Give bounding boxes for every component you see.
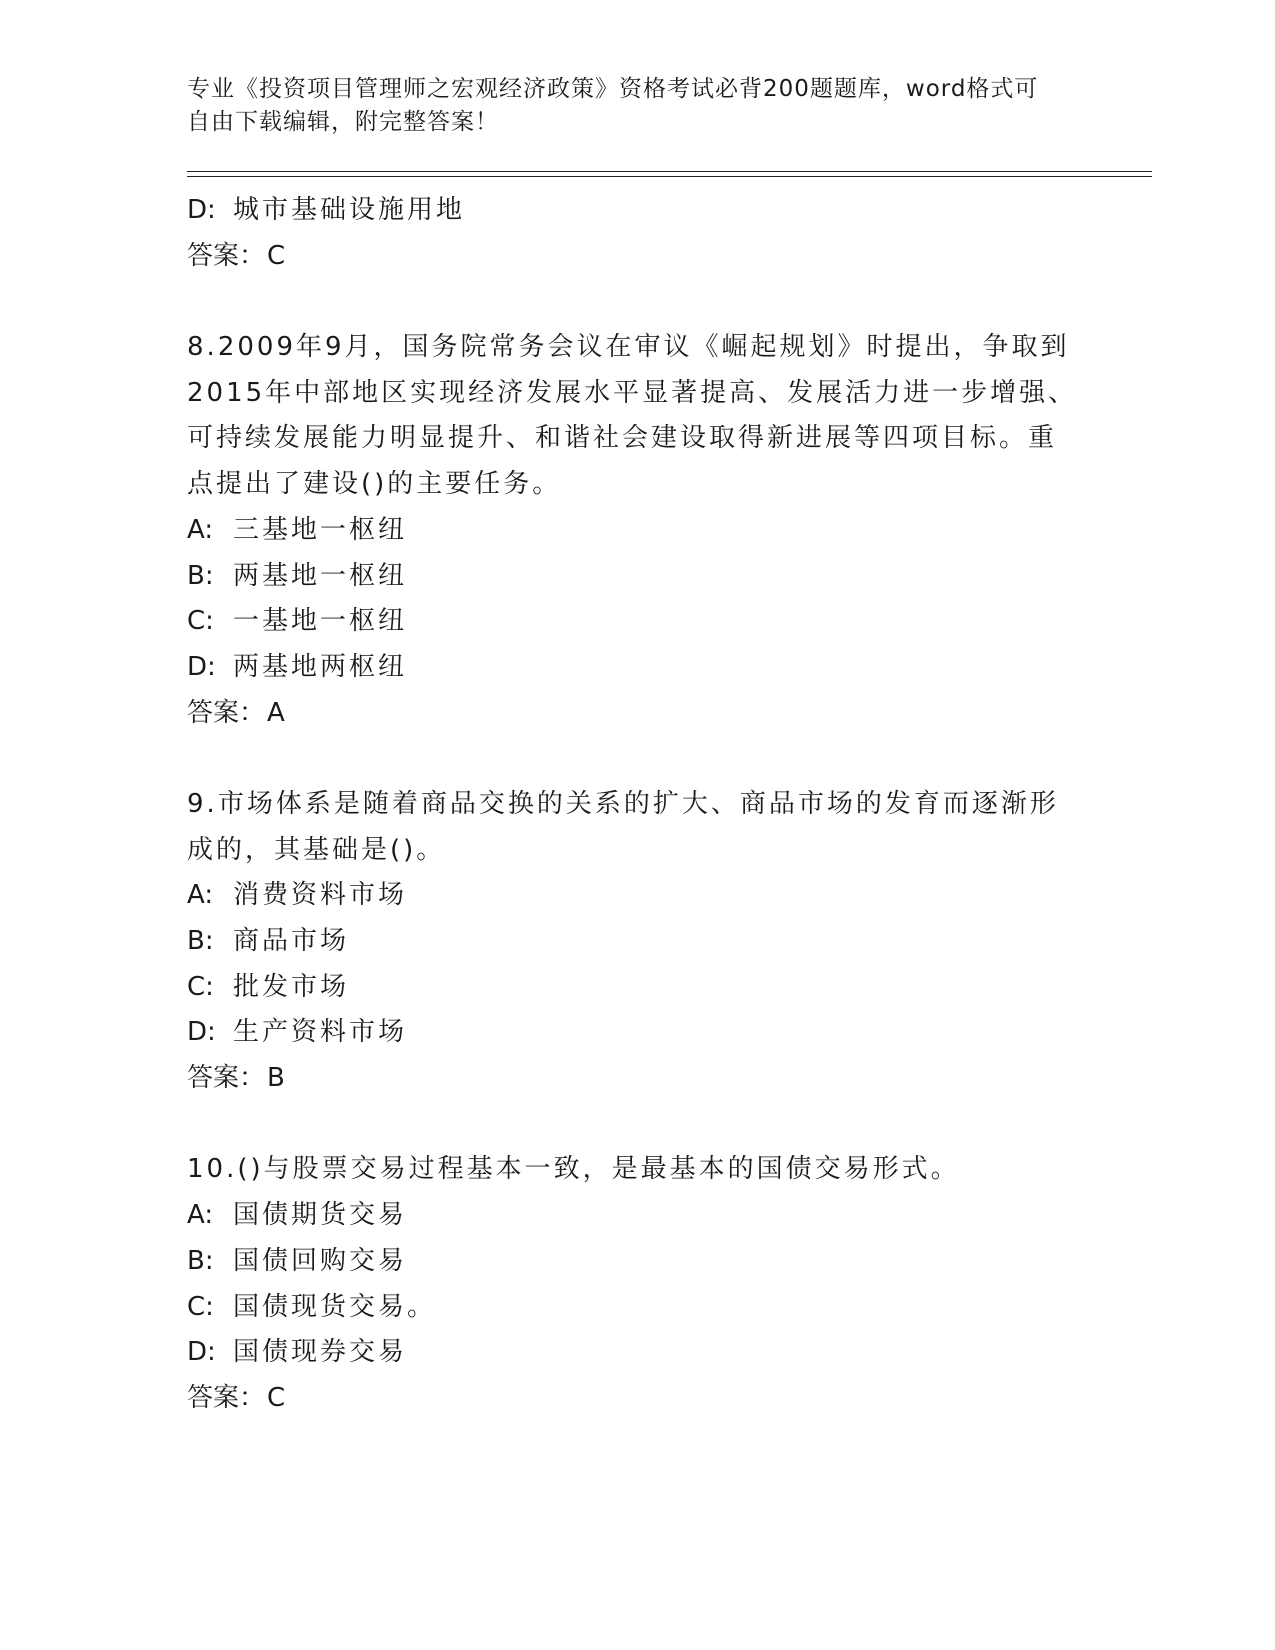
question-stem-line [187,1147,1067,1193]
answer-value: C [267,1382,286,1413]
question-stem-line [187,325,1070,371]
answer-label: 答案： [187,1382,266,1413]
page-header [187,73,1067,139]
question-8 [187,325,1078,736]
option-b [187,1239,1067,1285]
option-text: 国债现券交易 [233,1337,408,1368]
option-key: D: [187,651,216,682]
option-text: 国债期货交易 [233,1200,408,1231]
spacer [187,736,1067,782]
option-key: C: [187,606,214,637]
option-a [187,873,1067,919]
option-text: 消费资料市场 [233,880,408,911]
answer-value: C [267,240,286,271]
option-key: B: [187,926,214,956]
question-10 [187,1147,1067,1421]
option-c [187,965,1067,1011]
spacer [187,279,1067,325]
option-key: D: [187,1337,216,1368]
option-text: 商品市场 [233,926,350,956]
option-a [187,1193,1067,1239]
option-key: C: [187,1291,214,1322]
header-line-1: 专业《投资项目管理师之宏观经济政策》资格考试必背200题题库，word格式可 [187,76,1039,102]
option-text: 批发市场 [233,971,350,1002]
answer-line [187,1376,1067,1422]
option-key: C: [187,971,214,1002]
question-number: 10. [187,1154,238,1185]
question-stem-line: 2015年中部地区实现经济发展水平显著提高、发展活力进一步增强、 [187,377,1078,408]
option-a [187,508,1067,554]
option-c [187,1285,1067,1331]
option-text: 生产资料市场 [233,1017,408,1048]
answer-label: 答案： [187,240,266,271]
stem-text: ()与股票交易过程基本一致，是最基本的国债交易形式。 [237,1154,960,1185]
stem-text: 2009年9月，国务院常务会议在审议《崛起规划》时提出，争取到 [217,332,1070,363]
question-number: 9. [187,788,218,819]
header-line-2: 自由下载编辑，附完整答案！ [187,109,499,135]
option-text: 国债回购交易 [233,1245,408,1276]
question-stem-line [187,782,1067,828]
question-stem-line: 可持续发展能力明显提升、和谐社会建设取得新进展等四项目标。重 [187,423,1058,454]
option-key: A: [187,880,214,911]
header-rule-top [187,171,1152,172]
option-d [187,188,1067,234]
question-stem-line: 点提出了建设()的主要任务。 [187,469,562,500]
option-b [187,919,1067,965]
answer-value: B [267,1063,285,1094]
answer-value: A [267,697,285,728]
answer-label: 答案： [187,697,266,728]
option-d [187,645,1067,691]
option-d [187,1010,1067,1056]
question-number: 8. [187,332,218,363]
spacer [187,1102,1067,1148]
question-list [187,188,1078,1422]
option-text: 一基地一枢纽 [233,606,408,637]
stem-text: 市场体系是随着商品交换的关系的扩大、商品市场的发育而逐渐形 [217,788,1059,819]
option-key: B: [187,560,214,591]
option-key: A: [187,1200,214,1231]
option-text: 两基地两枢纽 [233,651,408,682]
option-text: 两基地一枢纽 [233,560,408,591]
option-b [187,554,1067,600]
answer-line [187,234,1067,280]
option-key: D: [187,195,216,225]
option-key: D: [187,1017,216,1048]
option-text: 国债现货交易。 [233,1291,437,1322]
answer-line [187,691,1067,737]
answer-label: 答案： [187,1063,266,1094]
question-stem-line: 成的，其基础是()。 [187,834,446,865]
option-key: A: [187,514,214,545]
option-c [187,599,1067,645]
option-text: 三基地一枢纽 [233,514,408,545]
option-text: 城市基础设施用地 [233,195,466,225]
option-d [187,1330,1067,1376]
answer-line [187,1056,1067,1102]
question-9 [187,782,1067,1102]
prev-question [187,188,1067,279]
option-key: B: [187,1245,214,1276]
header-rule-bottom [187,176,1152,177]
